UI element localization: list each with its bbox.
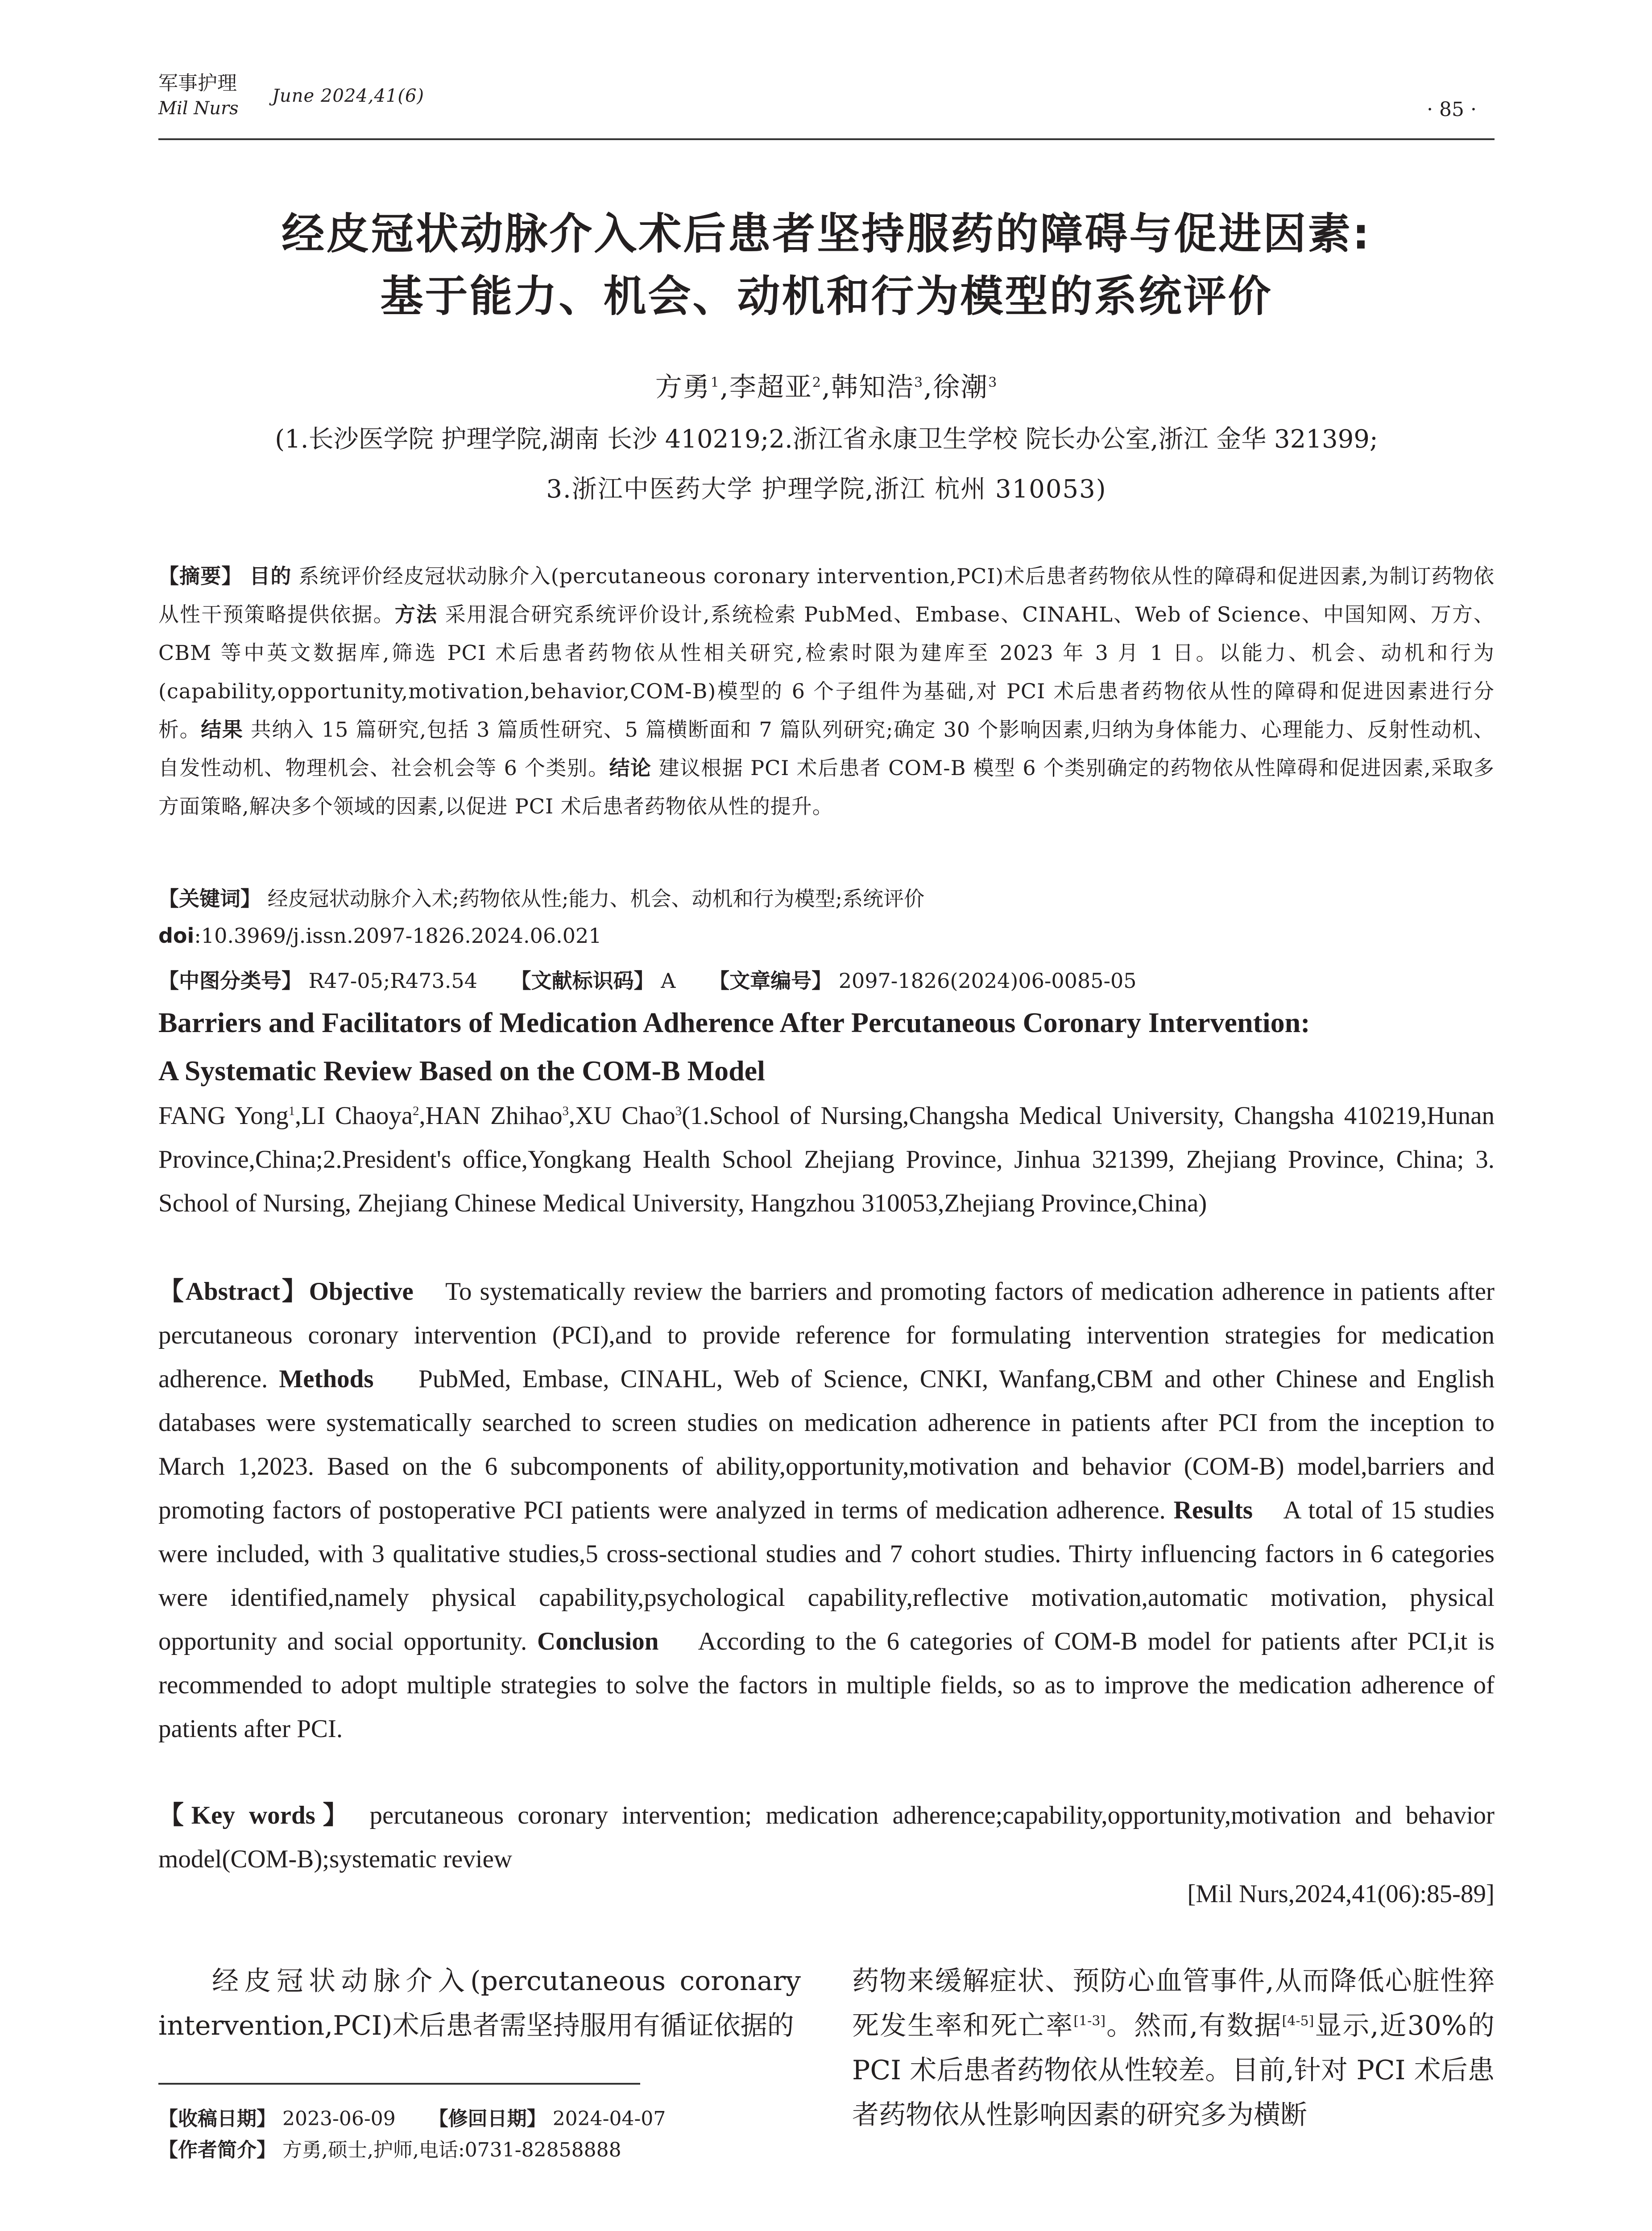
doc-code-value: A <box>661 969 676 993</box>
title-en-line-2: A Systematic Review Based on the COM-B Model <box>158 1055 765 1086</box>
title-cn-line-2: 基于能力、机会、动机和行为模型的系统评价 <box>380 271 1273 321</box>
affil-marker: 1 <box>288 1104 295 1118</box>
keywords-en-label: 【Key words】 <box>158 1801 356 1829</box>
author-info: 方勇,硕士,护师,电话:0731-82858888 <box>282 2139 621 2161</box>
author-name: 李超亚 <box>729 372 812 403</box>
keywords-label: 【关键词】 <box>158 887 261 911</box>
conclusion-label: 结论 <box>609 756 652 780</box>
conclusion-text: 建议根据 PCI 术后患者 COM-B 模型 6 个类别确定的药物依从性障碍和促进因素,采取多方面策略,解决多个领域的因素,以促进 PCI 术后患者药物依从性的提升。 <box>158 756 1495 818</box>
methods-label: 方法 <box>394 602 438 626</box>
affiliations-en: (1.School of Nursing,Changsha Medical University, Changsha 410219,Hunan Province,China;2.President's office,Yongkang Health School Zhejiang Province, Jinhua 321399, Zhejiang Province, China; 3. School of Nursing, Zhejiang Chinese Medical University, Hangzhou 310053,Zhejiang Province,China) <box>158 1102 1495 1217</box>
affil-marker: 3 <box>988 375 998 390</box>
objective-label: 目的 <box>249 564 292 588</box>
body-text: 药物来缓解症状、预防心血管事件,从而降低心脏性猝死发生率和死亡率 <box>852 1966 1495 2041</box>
body-text: 显示,近30%的 PCI 术后患者药物依从性较差。目前,针对 PCI 术后患者药物依从性影响因素的研究多为横断 <box>852 2010 1495 2131</box>
objective-text: 系统评价经皮冠状动脉介入(percutaneous coronary intervention,PCI)术后患者药物依从性的障碍和促进因素,为制订药物依从性干预策略提供依据。 <box>158 564 1495 626</box>
doi-label: doi <box>158 924 195 948</box>
body-left-column: 经皮冠状动脉介入(percutaneous coronary intervention,PCI)术后患者需坚持服用有循证依据的 <box>158 1966 801 2041</box>
revised-label: 【修回日期】 <box>428 2107 547 2130</box>
running-header <box>158 67 1495 140</box>
methods-text: 采用混合研究系统评价设计,系统检索 PubMed、Embase、CINAHL、Web of Science、中国知网、万方、CBM 等中英文数据库,筛选 PCI 术后患者药物依从性相关研究,检索时限为建库至 2023 年 3 月 1 日。以能力、机会、动机和行为(capability,opportunity,motivation,behavior,COM-B)模型的 6 个子组件为基础,对 PCI 术后患者药物依从性的障碍和促进因素进行分析。 <box>158 602 1495 742</box>
authors-en <box>158 1094 1495 1225</box>
reference-marker: [4-5] <box>1282 2013 1314 2029</box>
article-no-label: 【文章编号】 <box>709 969 832 993</box>
reference-marker: [1-3] <box>1073 2013 1106 2029</box>
methods-en-label: Methods <box>279 1365 374 1393</box>
affil-marker: 3 <box>914 375 924 390</box>
article-no-value: 2097-1826(2024)06-0085-05 <box>838 969 1137 993</box>
journal-name-en: Mil Nurs <box>158 98 239 119</box>
author-name-en: ,XU Chao <box>568 1102 675 1130</box>
citation: [Mil Nurs,2024,41(06):85-89] <box>1187 1880 1495 1908</box>
objective-en-label: Objective <box>309 1277 414 1306</box>
affil-marker: 3 <box>675 1104 682 1118</box>
clc-label: 【中图分类号】 <box>158 969 302 993</box>
affil-marker: 2 <box>812 375 822 390</box>
authors-cn: 方勇$^1$,李超亚$^2$,韩知浩$^3$,徐潮$^3$ <box>655 372 998 403</box>
title-en <box>158 999 1495 1095</box>
abstract-label: 【摘要】 <box>158 564 243 588</box>
affiliations-line-2: 3.浙江中医药大学 护理学院,浙江 杭州 310053) <box>546 475 1107 504</box>
title-cn-line-1: 经皮冠状动脉介入术后患者坚持服药的障碍与促进因素: <box>282 209 1371 259</box>
abstract-cn <box>158 557 1495 825</box>
author-name-en: ,HAN Zhihao <box>419 1102 563 1130</box>
affil-marker: 1 <box>710 375 720 390</box>
clc-value: R47-05;R473.54 <box>308 969 477 993</box>
keywords-text: 经皮冠状动脉介入术;药物依从性;能力、机会、动机和行为模型;系统评价 <box>267 887 925 911</box>
author-name-en: FANG Yong <box>158 1102 289 1130</box>
doi-value: :10.3969/j.issn.2097-1826.2024.06.021 <box>194 924 602 948</box>
footnote-author <box>158 2134 621 2162</box>
journal-name-cn: 军事护理 <box>158 72 237 95</box>
abstract-en <box>158 1270 1495 1751</box>
affiliations-line-1: (1.长沙医学院 护理学院,湖南 长沙 410219;2.浙江省永康卫生学校 院长办公室,浙江 金华 321399; <box>275 425 1378 454</box>
received-label: 【收稿日期】 <box>158 2107 276 2130</box>
body-right-column <box>852 1959 1495 2137</box>
results-en-label: Results <box>1173 1496 1253 1524</box>
title-en-line-1: Barriers and Facilitators of Medication Adherence After Percutaneous Coronary Intervention: <box>158 1007 1310 1038</box>
author-name: 韩知浩 <box>831 372 915 403</box>
author-name: 方勇 <box>655 372 711 403</box>
author-name: 徐潮 <box>933 372 989 403</box>
results-text: 共纳入 15 篇研究,包括 3 篇质性研究、5 篇横断面和 7 篇队列研究;确定 30 个影响因素,归纳为身体能力、心理能力、反射性动机、自发性动机、物理机会、社会机会等 6 个类别。 <box>158 717 1495 780</box>
classification-line <box>158 965 1495 994</box>
affil-marker: 2 <box>413 1104 419 1118</box>
conclusion-en-text: According to the 6 categories of COM-B model for patients after PCI,it is recommended to adopt multiple strategies to solve the factors in multiple fields, so as to improve the medication adherence of patients after PCI. <box>158 1627 1495 1743</box>
author-info-label: 【作者简介】 <box>158 2139 276 2161</box>
keywords-cn <box>158 883 1495 912</box>
results-label: 结果 <box>201 717 244 742</box>
methods-en-text: PubMed, Embase, CINAHL, Web of Science, CNKI, Wanfang,CBM and other Chinese and English databases were systematically searched to screen studies on medication adherence in patients after PCI from the inception to March 1,2023. Based on the 6 subcomponents of ability,opportunity,motivation and behavior (COM-B) model,barriers and promoting factors of postoperative PCI patients were analyzed in terms of medication adherence. <box>158 1365 1495 1524</box>
keywords-en <box>158 1794 1495 1881</box>
received-date: 2023-06-09 <box>282 2107 396 2130</box>
body-text: 。然而,有数据 <box>1105 2010 1282 2041</box>
results-en-text: A total of 15 studies were included, with 3 qualitative studies,5 cross-sectional studies and 7 cohort studies. Thirty influencing factors in 6 categories were identified,namely physical capability,psychological capability,reflective motivation,automatic motivation, physical opportunity and social opportunity. <box>158 1496 1495 1655</box>
objective-en-text: To systematically review the barriers and promoting factors of medication adherence in patients after percutaneous coronary intervention (PCI),and to provide reference for formulating intervention strategies for medication adherence. <box>158 1277 1495 1393</box>
issue-info: June 2024,41(6) <box>272 86 425 106</box>
conclusion-en-label: Conclusion <box>537 1627 659 1655</box>
revised-date: 2024-04-07 <box>552 2107 666 2130</box>
keywords-en-text: percutaneous coronary intervention; medication adherence;capability,opportunity,motivation and behavior model(COM-B);systematic review <box>158 1801 1495 1873</box>
author-name-en: ,LI Chaoya <box>295 1102 413 1130</box>
doc-code-label: 【文献标识码】 <box>510 969 654 993</box>
doi-line <box>158 924 1495 948</box>
footnote-dates <box>158 2102 666 2131</box>
footnote-rule <box>158 2083 640 2085</box>
page-number: · 85 · <box>1427 98 1477 121</box>
abstract-en-label: 【Abstract】 <box>158 1277 309 1306</box>
affil-marker: 3 <box>562 1104 569 1118</box>
